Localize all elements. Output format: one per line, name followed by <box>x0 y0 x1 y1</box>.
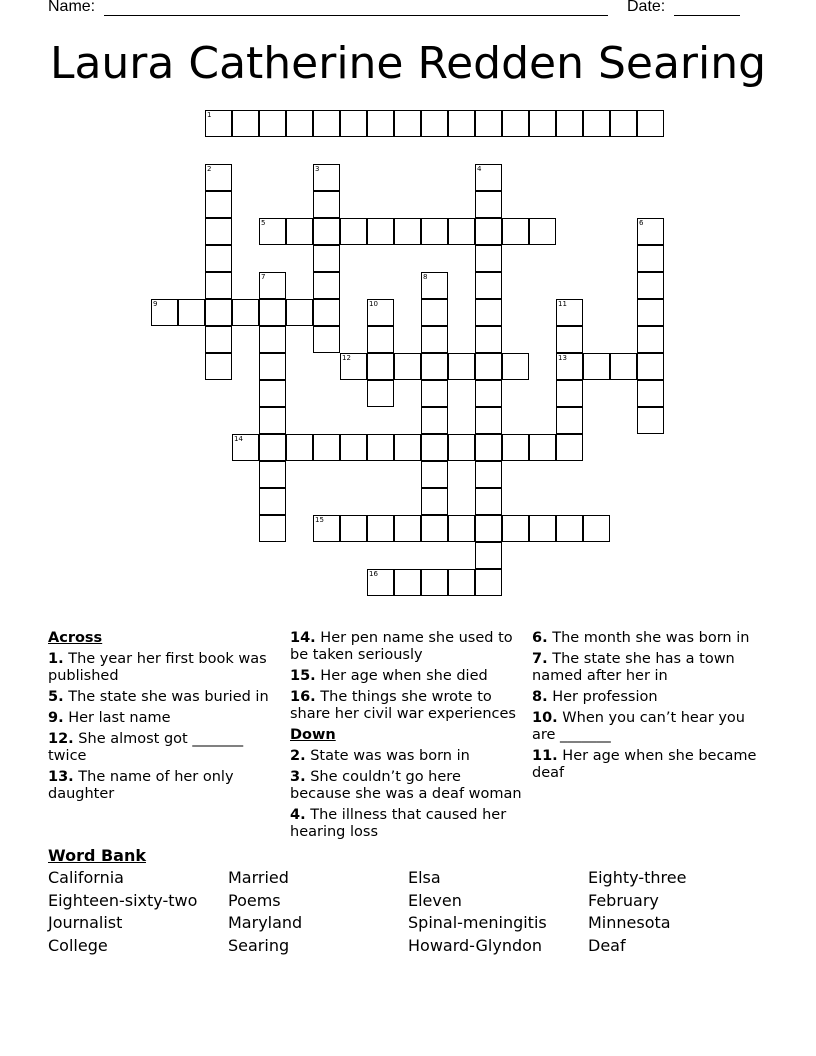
grid-cell[interactable] <box>475 353 502 380</box>
grid-cell[interactable] <box>340 434 367 461</box>
clue-down-11: 11. Her age when she became deaf <box>532 748 757 781</box>
grid-cell[interactable] <box>475 245 502 272</box>
name-label: Name: <box>48 0 96 15</box>
word-bank-item: Deaf <box>588 936 626 955</box>
clue-number: 8 <box>423 273 428 281</box>
word-bank-item: Minnesota <box>588 913 671 932</box>
grid-cell[interactable] <box>259 353 286 380</box>
grid-cell[interactable] <box>475 299 502 326</box>
grid-cell[interactable] <box>448 569 475 596</box>
grid-cell[interactable] <box>475 326 502 353</box>
grid-cell[interactable] <box>259 380 286 407</box>
grid-cell[interactable] <box>529 218 556 245</box>
grid-cell[interactable] <box>448 353 475 380</box>
grid-cell[interactable] <box>259 218 286 245</box>
grid-cell[interactable] <box>367 434 394 461</box>
grid-cell[interactable] <box>637 326 664 353</box>
clue-column-2 <box>290 630 526 845</box>
word-bank-item: Eighty-three <box>588 868 687 887</box>
grid-cell[interactable] <box>421 461 448 488</box>
word-bank-item: Howard-Glyndon <box>408 936 543 955</box>
clue-down-4: 4. The illness that caused her hearing loss <box>290 807 507 840</box>
grid-cell[interactable] <box>313 326 340 353</box>
grid-cell[interactable] <box>637 380 664 407</box>
grid-cell[interactable] <box>340 110 367 137</box>
clue-across-15: 15. Her age when she died <box>290 668 488 684</box>
grid-cell[interactable] <box>556 515 583 542</box>
grid-cell[interactable] <box>205 326 232 353</box>
clue-number: 16 <box>369 570 378 578</box>
grid-cell[interactable] <box>556 326 583 353</box>
grid-cell[interactable] <box>259 515 286 542</box>
grid-cell[interactable] <box>205 299 232 326</box>
grid-cell[interactable] <box>475 110 502 137</box>
grid-cell[interactable] <box>286 110 313 137</box>
grid-cell[interactable] <box>448 434 475 461</box>
clue-column-1 <box>48 630 284 807</box>
clue-across-14: 14. Her pen name she used to be taken seriously <box>290 630 513 663</box>
grid-cell[interactable] <box>205 218 232 245</box>
clue-number: 4 <box>477 165 482 173</box>
grid-cell[interactable] <box>583 515 610 542</box>
grid-cell[interactable] <box>556 353 583 380</box>
header <box>48 0 768 20</box>
clue-down-7: 7. The state she has a town named after her in <box>532 651 735 684</box>
grid-cell[interactable] <box>232 434 259 461</box>
grid-cell[interactable] <box>637 299 664 326</box>
grid-cell[interactable] <box>610 353 637 380</box>
grid-cell[interactable] <box>313 299 340 326</box>
clue-across-13: 13. The name of her only daughter <box>48 769 234 802</box>
word-bank-item: Eleven <box>408 891 462 910</box>
grid-cell[interactable] <box>340 353 367 380</box>
word-bank-item: College <box>48 936 108 955</box>
grid-cell[interactable] <box>502 353 529 380</box>
grid-cell[interactable] <box>421 110 448 137</box>
grid-cell[interactable] <box>205 272 232 299</box>
word-bank-item: Elsa <box>408 868 441 887</box>
grid-cell[interactable] <box>448 110 475 137</box>
grid-cell[interactable] <box>529 434 556 461</box>
grid-cell[interactable] <box>394 110 421 137</box>
grid-cell[interactable] <box>637 407 664 434</box>
grid-cell[interactable] <box>151 299 178 326</box>
grid-cell[interactable] <box>367 299 394 326</box>
grid-cell[interactable] <box>475 461 502 488</box>
grid-cell[interactable] <box>475 488 502 515</box>
grid-cell[interactable] <box>313 110 340 137</box>
grid-cell[interactable] <box>529 515 556 542</box>
clue-across-5: 5. The state she was buried in <box>48 689 269 705</box>
grid-cell[interactable] <box>394 515 421 542</box>
grid-cell[interactable] <box>205 164 232 191</box>
clue-down-8: 8. Her profession <box>532 689 658 705</box>
grid-cell[interactable] <box>556 407 583 434</box>
grid-cell[interactable] <box>475 272 502 299</box>
word-bank-item: Married <box>228 868 289 887</box>
grid-cell[interactable] <box>286 434 313 461</box>
grid-cell[interactable] <box>502 434 529 461</box>
down-heading: Down <box>290 727 336 743</box>
grid-cell[interactable] <box>448 218 475 245</box>
grid-cell[interactable] <box>637 110 664 137</box>
grid-cell[interactable] <box>259 299 286 326</box>
across-heading: Across <box>48 630 103 646</box>
grid-cell[interactable] <box>313 218 340 245</box>
grid-cell[interactable] <box>421 326 448 353</box>
clue-number: 5 <box>261 219 266 227</box>
word-bank-item: Maryland <box>228 913 303 932</box>
grid-cell[interactable] <box>556 380 583 407</box>
clue-number: 15 <box>315 516 324 524</box>
grid-cell[interactable] <box>556 110 583 137</box>
clue-across-16: 16. The things she wrote to share her civil war experiences <box>290 689 516 722</box>
grid-cell[interactable] <box>502 110 529 137</box>
grid-cell[interactable] <box>259 272 286 299</box>
word-bank-item: Searing <box>228 936 290 955</box>
clue-down-6: 6. The month she was born in <box>532 630 750 646</box>
grid-cell[interactable] <box>475 434 502 461</box>
grid-cell[interactable] <box>637 353 664 380</box>
grid-cell[interactable] <box>259 434 286 461</box>
date-line[interactable] <box>674 15 740 16</box>
word-bank-item: February <box>588 891 659 910</box>
grid-cell[interactable] <box>637 272 664 299</box>
grid-cell[interactable] <box>475 164 502 191</box>
grid-cell[interactable] <box>421 380 448 407</box>
grid-cell[interactable] <box>340 515 367 542</box>
grid-cell[interactable] <box>367 218 394 245</box>
grid-cell[interactable] <box>421 434 448 461</box>
name-line[interactable] <box>104 15 608 16</box>
clue-number: 12 <box>342 354 351 362</box>
grid-cell[interactable] <box>367 353 394 380</box>
grid-cell[interactable] <box>313 191 340 218</box>
clue-across-1: 1. The year her first book was published <box>48 651 267 684</box>
grid-cell[interactable] <box>367 326 394 353</box>
grid-cell[interactable] <box>259 326 286 353</box>
word-bank-item: Eighteen-sixty-two <box>48 891 198 910</box>
grid-cell[interactable] <box>394 434 421 461</box>
grid-cell[interactable] <box>367 569 394 596</box>
grid-cell[interactable] <box>475 380 502 407</box>
grid-cell[interactable] <box>313 245 340 272</box>
grid-cell[interactable] <box>421 299 448 326</box>
grid-cell[interactable] <box>502 515 529 542</box>
grid-cell[interactable] <box>583 353 610 380</box>
grid-cell[interactable] <box>286 299 313 326</box>
grid-cell[interactable] <box>313 164 340 191</box>
clue-column-3 <box>532 630 768 786</box>
grid-cell[interactable] <box>394 218 421 245</box>
word-bank-item: California <box>48 868 124 887</box>
grid-cell[interactable] <box>421 569 448 596</box>
clue-down-2: 2. State was was born in <box>290 748 470 764</box>
grid-cell[interactable] <box>475 218 502 245</box>
grid-cell[interactable] <box>367 515 394 542</box>
grid-cell[interactable] <box>313 272 340 299</box>
grid-cell[interactable] <box>475 191 502 218</box>
grid-cell[interactable] <box>637 245 664 272</box>
grid-cell[interactable] <box>529 110 556 137</box>
grid-cell[interactable] <box>475 407 502 434</box>
clue-down-3: 3. She couldn’t go here because she was a deaf woman <box>290 769 522 802</box>
grid-cell[interactable] <box>178 299 205 326</box>
grid-cell[interactable] <box>313 434 340 461</box>
grid-cell[interactable] <box>259 110 286 137</box>
grid-cell[interactable] <box>367 110 394 137</box>
clue-number: 13 <box>558 354 567 362</box>
grid-cell[interactable] <box>583 110 610 137</box>
grid-cell[interactable] <box>421 272 448 299</box>
grid-cell[interactable] <box>205 110 232 137</box>
grid-cell[interactable] <box>394 353 421 380</box>
clue-number: 11 <box>558 300 567 308</box>
word-bank-title: Word Bank <box>48 846 147 865</box>
grid-cell[interactable] <box>421 488 448 515</box>
grid-cell[interactable] <box>313 515 340 542</box>
word-bank-item: Spinal-meningitis <box>408 913 547 932</box>
grid-cell[interactable] <box>205 191 232 218</box>
grid-cell[interactable] <box>502 218 529 245</box>
grid-cell[interactable] <box>232 299 259 326</box>
grid-cell[interactable] <box>637 218 664 245</box>
clue-across-12: 12. She almost got _______ twice <box>48 731 244 764</box>
clue-number: 9 <box>153 300 158 308</box>
clue-number: 2 <box>207 165 212 173</box>
grid-cell[interactable] <box>367 380 394 407</box>
clue-number: 3 <box>315 165 320 173</box>
grid-cell[interactable] <box>556 299 583 326</box>
clue-number: 7 <box>261 273 266 281</box>
grid-cell[interactable] <box>421 353 448 380</box>
grid-cell[interactable] <box>475 542 502 569</box>
grid-cell[interactable] <box>259 488 286 515</box>
word-bank-item: Poems <box>228 891 281 910</box>
clue-down-10: 10. When you can’t hear you are _______ <box>532 710 745 743</box>
grid-cell[interactable] <box>421 218 448 245</box>
grid-cell[interactable] <box>421 515 448 542</box>
clue-across-9: 9. Her last name <box>48 710 171 726</box>
grid-cell[interactable] <box>340 218 367 245</box>
grid-cell[interactable] <box>475 569 502 596</box>
grid-cell[interactable] <box>394 569 421 596</box>
grid-cell[interactable] <box>259 407 286 434</box>
clue-number: 14 <box>234 435 243 443</box>
clue-number: 10 <box>369 300 378 308</box>
grid-cell[interactable] <box>232 110 259 137</box>
grid-cell[interactable] <box>475 515 502 542</box>
date-label: Date: <box>627 0 666 15</box>
grid-cell[interactable] <box>556 434 583 461</box>
grid-cell[interactable] <box>448 515 475 542</box>
grid-cell[interactable] <box>421 407 448 434</box>
grid-cell[interactable] <box>610 110 637 137</box>
grid-cell[interactable] <box>205 245 232 272</box>
grid-cell[interactable] <box>259 461 286 488</box>
clue-number: 6 <box>639 219 644 227</box>
clue-number: 1 <box>207 111 212 119</box>
word-bank-item: Journalist <box>48 913 123 932</box>
page-title: Laura Catherine Redden Searing <box>49 38 767 89</box>
grid-cell[interactable] <box>286 218 313 245</box>
grid-cell[interactable] <box>205 353 232 380</box>
